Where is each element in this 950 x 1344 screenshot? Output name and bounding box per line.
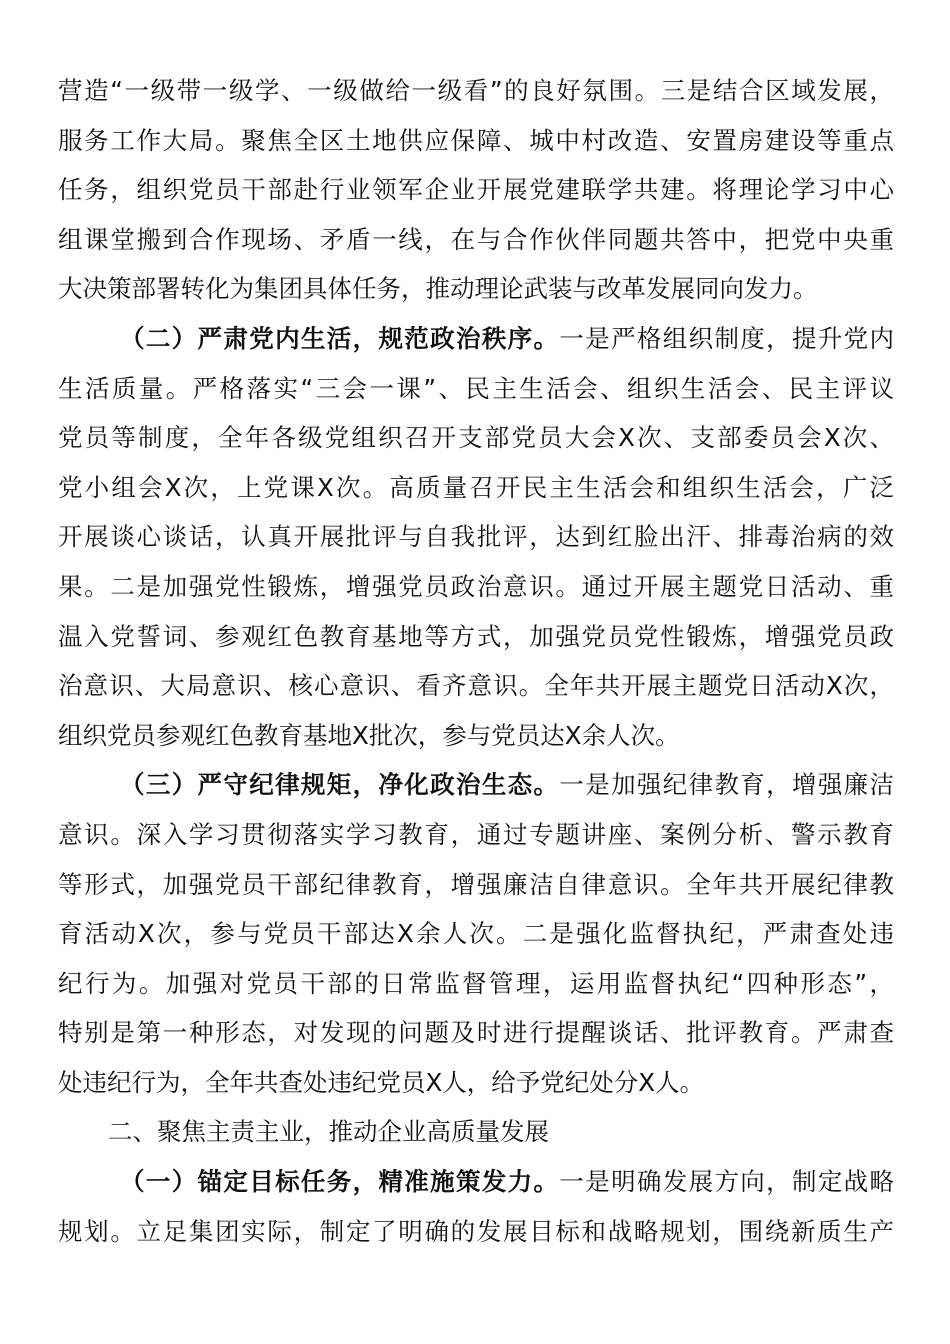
text-line: 组课堂搬到合作现场、矛盾一线，在与合作伙伴同题共答中，把党中央重 bbox=[58, 224, 894, 254]
document-page bbox=[58, 66, 894, 1256]
text-line: 等形式，加强党员干部纪律教育，增强廉洁自律意识。全年共开展纪律教 bbox=[58, 869, 894, 899]
paragraph bbox=[58, 1157, 894, 1256]
text-line: 育活动X次，参与党员干部达X余人次。二是强化监督执纪，严肃查处违 bbox=[58, 919, 894, 949]
text-line: 营造“一级带一级学、一级做给一级看”的良好氛围。三是结合区域发展， bbox=[58, 76, 894, 105]
text-line: 开展谈心谈话，认真开展批评与自我批评，达到红脸出汗、排毒治病的效 bbox=[58, 522, 894, 552]
paragraph bbox=[58, 66, 894, 314]
paragraph-heading: （一）锚定目标任务，精准施策发力。 bbox=[120, 1167, 560, 1197]
text-line: 果。二是加强党性锻炼，增强党员政治意识。通过开展主题党日活动、重 bbox=[58, 571, 894, 601]
text-line bbox=[58, 314, 894, 364]
text-line: 治意识、大局意识、核心意识、看齐意识。全年共开展主题党日活动X次， bbox=[58, 671, 894, 701]
text-line: 服务工作大局。聚焦全区土地供应保障、城中村改造、安置房建设等重点 bbox=[58, 125, 894, 155]
text-run: 一是加强纪律教育，增强廉洁 bbox=[559, 770, 895, 800]
text-run: 一是明确发展方向，制定战略 bbox=[559, 1167, 895, 1197]
text-line: 党员等制度，全年各级党组织召开支部党员大会X次、支部委员会X次、 bbox=[58, 423, 894, 453]
paragraph-heading: （二）严肃党内生活，规范政治秩序。 bbox=[120, 323, 560, 353]
text-line: 任务，组织党员干部赴行业领军企业开展党建联学共建。将理论学习中心 bbox=[58, 175, 894, 205]
paragraph bbox=[58, 760, 894, 1107]
text-line: 组织党员参观红色教育基地X批次，参与党员达X余人次。 bbox=[58, 720, 680, 750]
text-line: 大决策部署转化为集团具体任务，推动理论武装与改革发展同向发力。 bbox=[58, 274, 818, 304]
text-line: 生活质量。严格落实“三会一课”、民主生活会、组织生活会、民主评议 bbox=[58, 373, 894, 403]
section-title: 二、聚焦主责主业，推动企业高质量发展 bbox=[108, 1117, 549, 1147]
paragraph-heading: （三）严守纪律规矩，净化政治生态。 bbox=[120, 770, 560, 800]
text-line: 处违纪行为，全年共查处违纪党员X人，给予党纪处分X人。 bbox=[58, 1067, 705, 1097]
text-line: 规划。立足集团实际，制定了明确的发展目标和战略规划，围绕新质生产 bbox=[58, 1216, 894, 1246]
text-line: 党小组会X次，上党课X次。高质量召开民主生活会和组织生活会，广泛 bbox=[58, 472, 894, 502]
paragraph bbox=[58, 314, 894, 760]
text-line: 意识。深入学习贯彻落实学习教育，通过专题讲座、案例分析、警示教育 bbox=[58, 819, 894, 849]
text-line: 特别是第一种形态，对发现的问题及时进行提醒谈话、批评教育。严肃查 bbox=[58, 1018, 894, 1048]
text-line: 纪行为。加强对党员干部的日常监督管理，运用监督执纪“四种形态”， bbox=[58, 968, 894, 998]
text-line bbox=[58, 1157, 894, 1207]
text-run: 一是严格组织制度，提升党内 bbox=[559, 323, 895, 353]
text-line: 温入党誓词、参观红色教育基地等方式，加强党员党性锻炼，增强党员政 bbox=[58, 621, 894, 651]
text-line bbox=[58, 760, 894, 810]
